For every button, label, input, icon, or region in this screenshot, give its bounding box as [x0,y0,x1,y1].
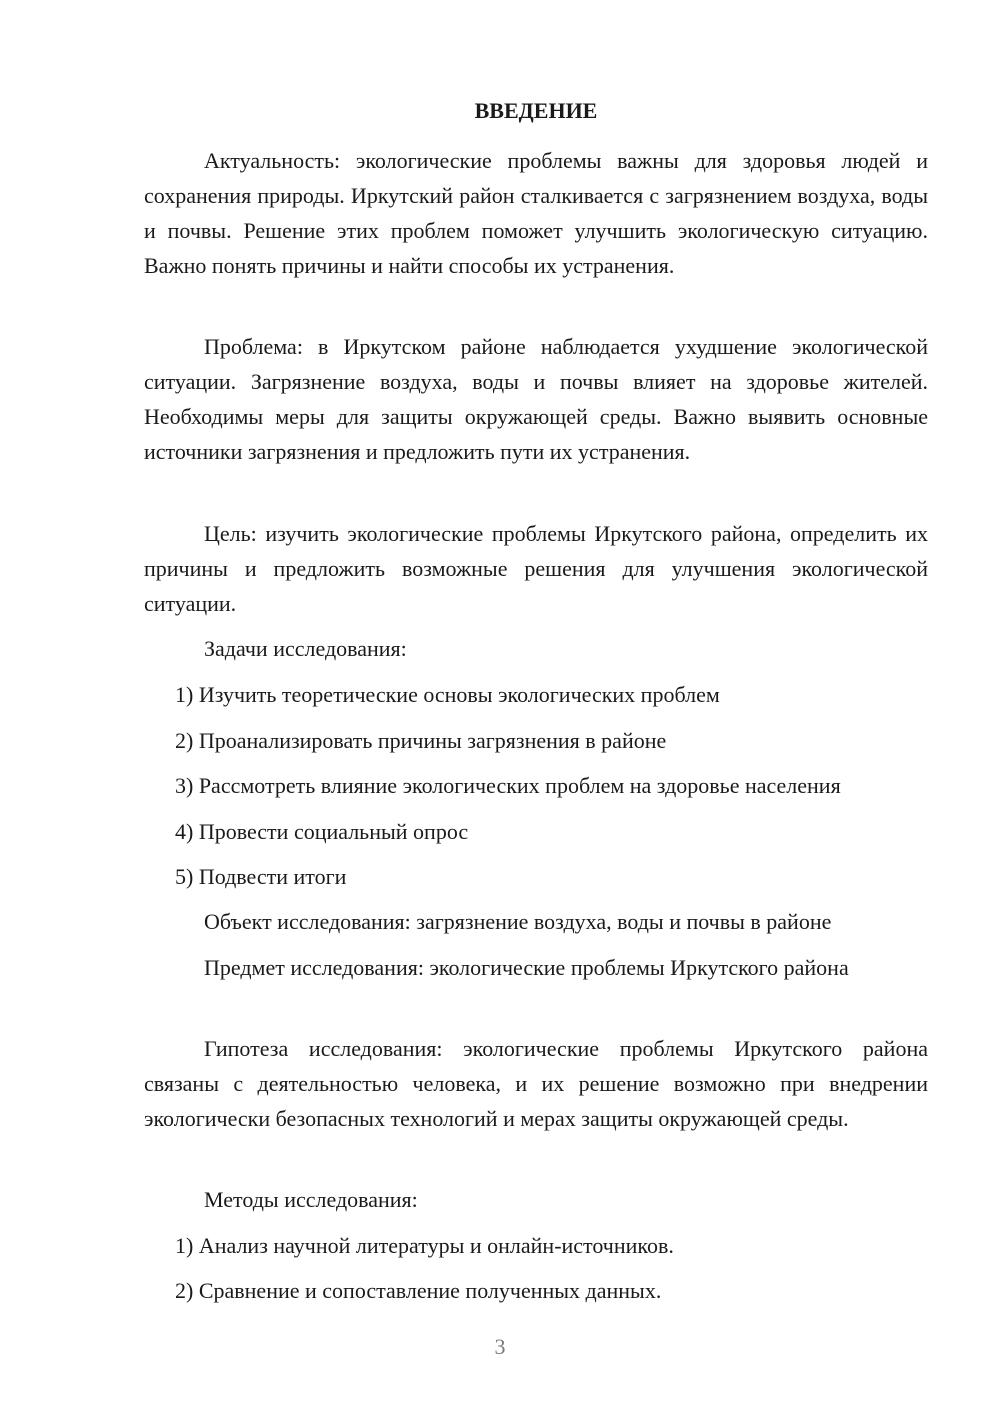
object-paragraph: Объект исследования: загрязнение воздуха, воды и почвы в районе [204,909,832,934]
relevance-paragraph: Актуальность: экологические проблемы важны для здоровья людей и сохранения природы. Иркутский район сталкивается с загрязнением воздуха, воды и почвы. Решение этих проблем поможет улучшить экологическую ситуацию. Важно понять причины и найти способы их устранения. [144,148,928,278]
methods-heading: Методы исследования: [204,1187,418,1212]
task-item: 5) Подвести итоги [175,864,347,889]
method-item: 2) Сравнение и сопоставление полученных данных. [175,1278,662,1303]
method-item: 1) Анализ научной литературы и онлайн-источников. [175,1233,674,1258]
task-item: 3) Рассмотреть влияние экологических проблем на здоровье населения [175,773,841,798]
tasks-heading: Задачи исследования: [204,636,407,661]
hypothesis-paragraph: Гипотеза исследования: экологические проблемы Иркутского района связаны с деятельностью человека, и их решение возможно при внедрении экологически безопасных технологий и мерах защиты окружающей среды. [144,1036,928,1131]
problem-paragraph: Проблема: в Иркутском районе наблюдается ухудшение экологической ситуации. Загрязнение воздуха, воды и почвы влияет на здоровье жителей. Необходимы меры для защиты окружающей среды. Важно выявить основные источники загрязнения и предложить пути их устранения. [144,334,928,464]
goal-paragraph: Цель: изучить экологические проблемы Иркутского района, определить их причины и предложить возможные решения для улучшения экологической ситуации. [144,521,928,616]
task-item: 2) Проанализировать причины загрязнения в районе [175,728,667,753]
subject-paragraph: Предмет исследования: экологические проблемы Иркутского района [204,955,849,980]
page-title: ВВЕДЕНИЕ [474,98,598,123]
page-number: 3 [494,1334,506,1359]
task-item: 4) Провести социальный опрос [175,819,469,844]
task-item: 1) Изучить теоретические основы экологических проблем [175,682,720,707]
